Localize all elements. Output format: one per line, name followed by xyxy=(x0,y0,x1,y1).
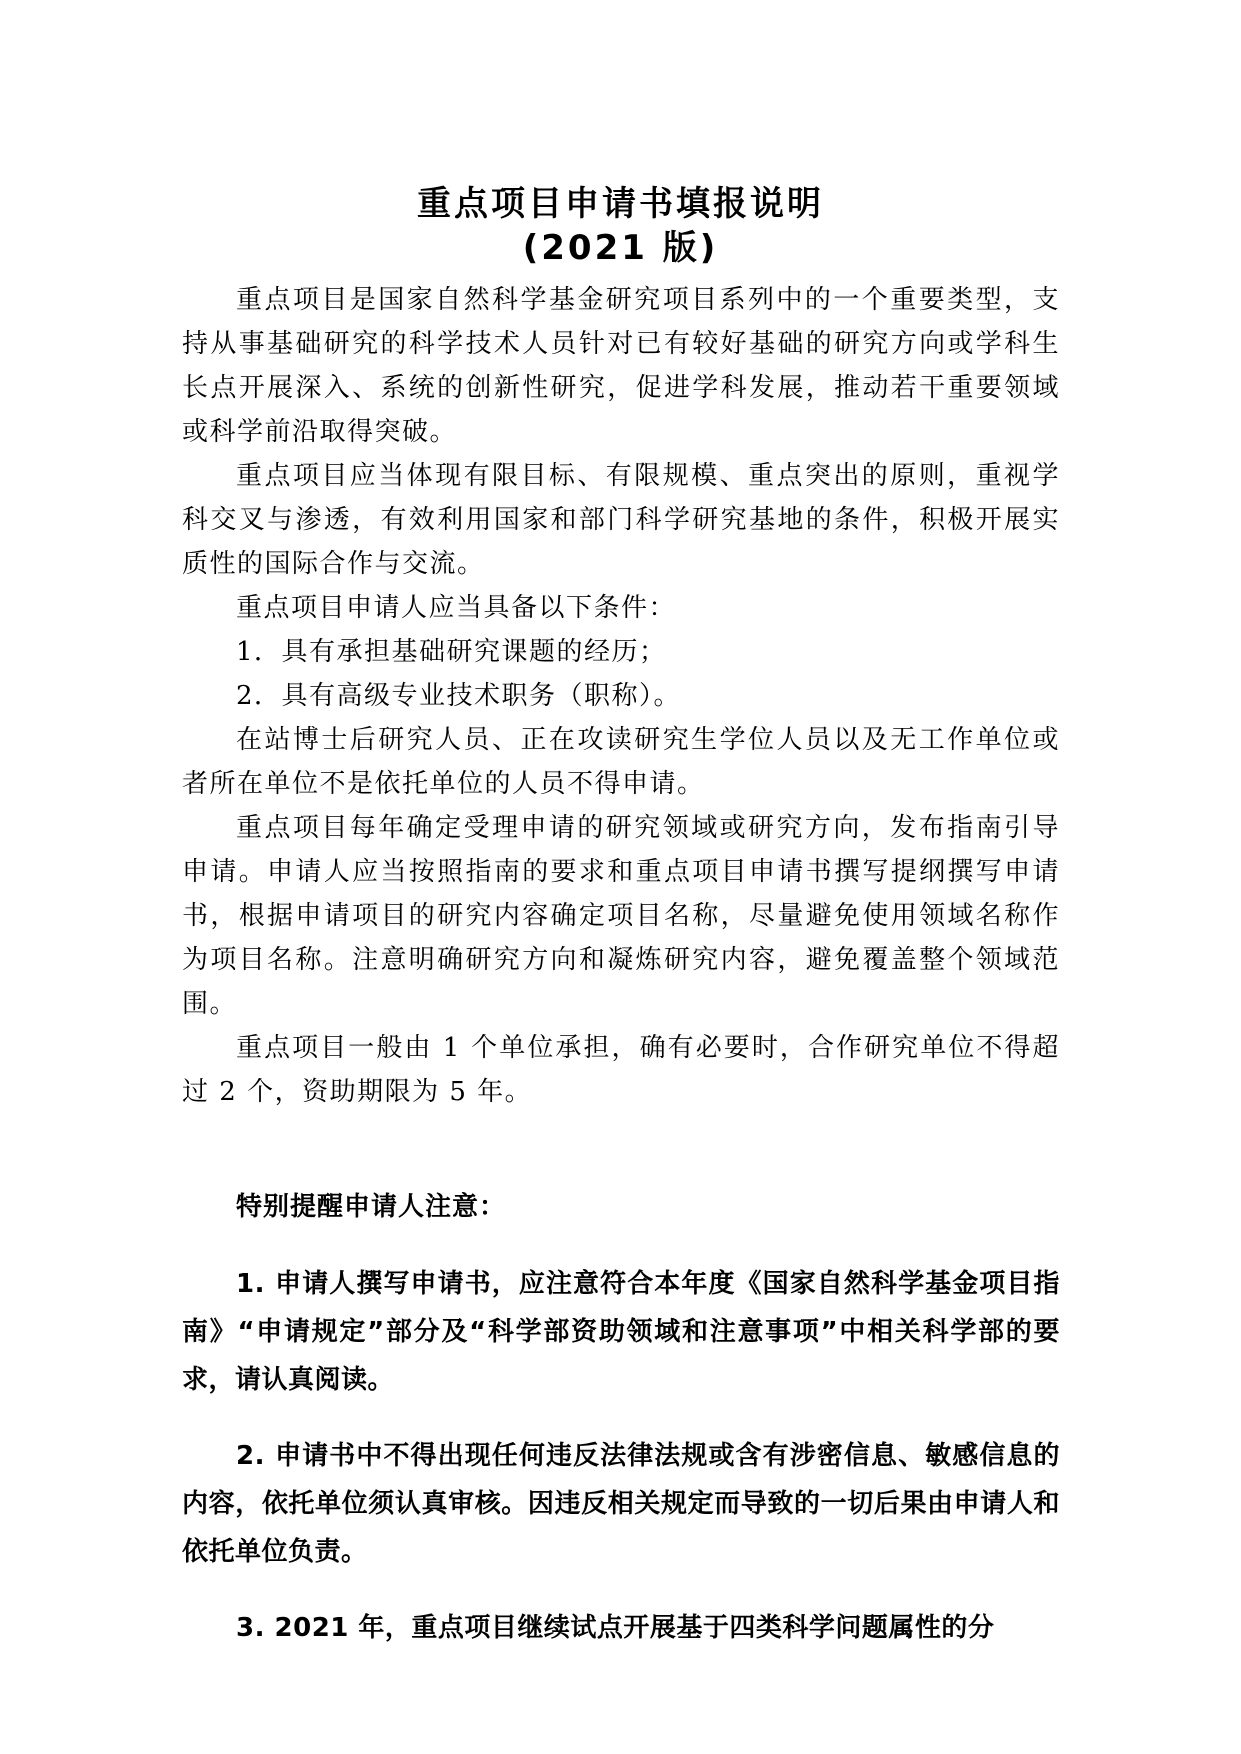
notice-item-1: 1. 申请人撰写申请书，应注意符合本年度《国家自然科学基金项目指南》“申请规定”部分及“科学部资助领域和注意事项”中相关科学部的要求，请认真阅读。 xyxy=(182,1269,1060,1395)
document-subtitle: (2021 版) xyxy=(522,228,719,268)
paragraph-intro: 重点项目是国家自然科学基金研究项目系列中的一个重要类型，支持从事基础研究的科学技术人员针对已有较好基础的研究方向或学科生长点开展深入、系统的创新性研究，促进学科发展，推动若干重要领域或科学前沿取得突破。 xyxy=(182,285,1060,447)
paragraph-conditions-lead: 重点项目申请人应当具备以下条件： xyxy=(236,593,677,623)
document-title: 重点项目申请书填报说明 xyxy=(417,184,824,224)
paragraph-units: 重点项目一般由 1 个单位承担，确有必要时，合作研究单位不得超过 2 个，资助期限为 5 年。 xyxy=(182,1033,1060,1107)
paragraph-principles: 重点项目应当体现有限目标、有限规模、重点突出的原则，重视学科交叉与渗透，有效利用国家和部门科学研究基地的条件，积极开展实质性的国际合作与交流。 xyxy=(182,461,1060,579)
condition-item-1: 1．具有承担基础研究课题的经历； xyxy=(236,637,667,667)
condition-item-2: 2．具有高级专业技术职务（职称）。 xyxy=(236,681,682,711)
document-body xyxy=(182,278,1060,1114)
paragraph-guide: 重点项目每年确定受理申请的研究领域或研究方向，发布指南引导申请。申请人应当按照指南的要求和重点项目申请书撰写提纲撰写申请书，根据申请项目的研究内容确定项目名称，尽量避免使用领域名称作为项目名称。注意明确研究方向和凝炼研究内容，避免覆盖整个领域范围。 xyxy=(182,813,1060,1019)
notice-heading: 特别提醒申请人注意： xyxy=(236,1192,507,1222)
paragraph-ineligible: 在站博士后研究人员、正在攻读研究生学位人员以及无工作单位或者所在单位不是依托单位的人员不得申请。 xyxy=(182,725,1060,799)
notice-item-3: 3. 2021 年，重点项目继续试点开展基于四类科学问题属性的分 xyxy=(236,1613,995,1643)
notice-item-2: 2. 申请书中不得出现任何违反法律法规或含有涉密信息、敏感信息的内容，依托单位须认真审核。因违反相关规定而导致的一切后果由申请人和依托单位负责。 xyxy=(182,1441,1060,1567)
notice-list xyxy=(182,1260,1060,1680)
